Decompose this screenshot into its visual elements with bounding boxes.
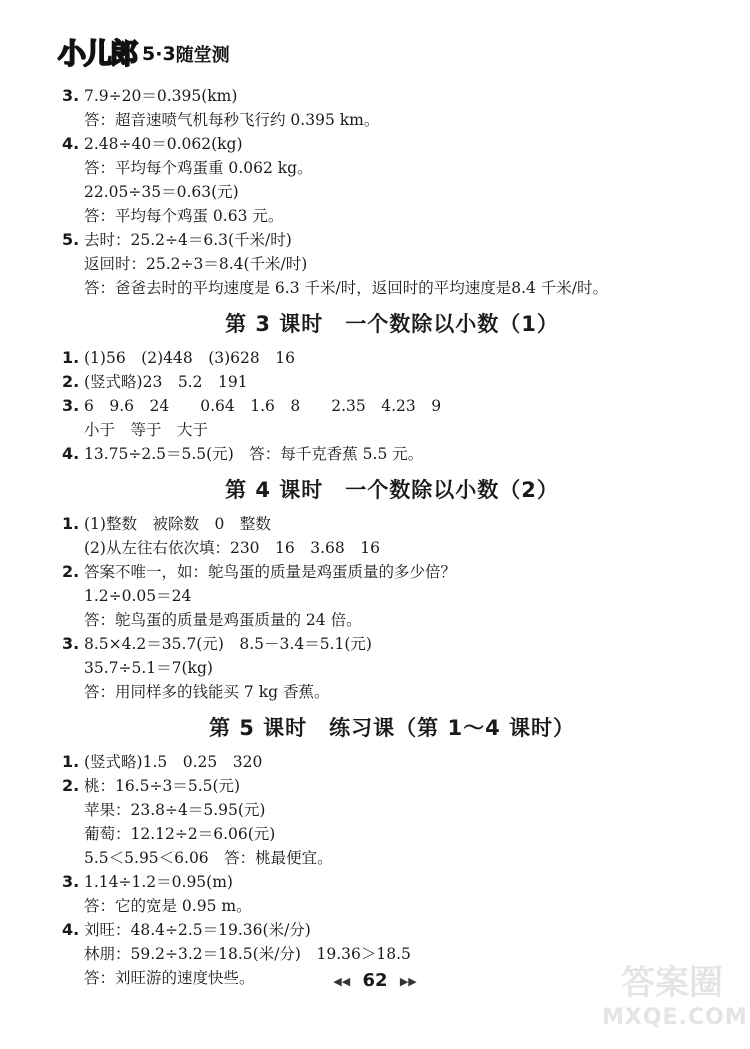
question-number: 3. — [62, 86, 80, 105]
answer-line — [62, 418, 722, 442]
answer-line — [62, 84, 722, 108]
page-header — [58, 30, 230, 78]
answer-text: (2)从左往右依次填：230 16 3.68 16 — [84, 539, 380, 557]
answer-line — [62, 774, 722, 798]
watermark-logo — [602, 961, 748, 1041]
answer-text: 13.75÷2.5＝5.5(元) 答：每千克香蕉 5.5 元。 — [84, 445, 424, 463]
next-arrows-icon: ▶▶ — [399, 974, 417, 988]
answer-text: (1)整数 被除数 0 整数 — [84, 515, 271, 533]
question-number: 5. — [62, 230, 80, 249]
question-number: 2. — [62, 562, 80, 581]
answer-line — [62, 846, 722, 870]
answer-line — [62, 394, 722, 418]
answer-text: (1)56 (2)448 (3)628 16 — [84, 349, 295, 367]
answer-text: 答：刘旺游的速度快些。 — [84, 969, 255, 987]
answer-line — [62, 204, 722, 228]
answer-text: 答：它的宽是 0.95 m。 — [84, 897, 252, 915]
question-number: 3. — [62, 872, 80, 891]
answer-line — [62, 870, 722, 894]
answer-line — [62, 132, 722, 156]
question-number: 1. — [62, 752, 80, 771]
answer-line — [62, 680, 722, 704]
answer-line — [62, 228, 722, 252]
answer-text: (竖式略)23 5.2 191 — [84, 373, 248, 391]
answer-text: 22.05÷35＝0.63(元) — [84, 183, 239, 201]
watermark-line1: 答案圈 — [621, 963, 723, 1003]
section-title: 第 5 课时 练习课（第 1～4 课时） — [208, 716, 576, 740]
answer-text: (竖式略)1.5 0.25 320 — [84, 753, 263, 771]
answer-line — [62, 442, 722, 466]
question-number: 1. — [62, 514, 80, 533]
answer-content — [62, 84, 722, 990]
watermark-line2: MXQE.COM — [602, 1005, 748, 1030]
question-number: 3. — [62, 634, 80, 653]
page-number: 62 — [362, 970, 388, 991]
answer-text: 1.2÷0.05＝24 — [84, 587, 192, 605]
answer-line — [62, 180, 722, 204]
answer-line — [62, 370, 722, 394]
answer-text: 林朋：59.2÷3.2＝18.5(米/分) 19.36＞18.5 — [84, 945, 411, 963]
section-title: 第 4 课时 一个数除以小数（2） — [225, 478, 559, 502]
answer-text: 答：超音速喷气机每秒飞行约 0.395 km。 — [84, 111, 380, 129]
answer-text: 葡萄：12.12÷2＝6.06(元) — [84, 825, 276, 843]
answer-text: 小于 等于 大于 — [84, 421, 209, 439]
answer-line — [62, 560, 722, 584]
answer-text: 答：用同样多的钱能买 7 kg 香蕉。 — [84, 683, 330, 701]
answer-line — [62, 108, 722, 132]
series-subtitle: 随堂测 — [175, 45, 230, 66]
question-number: 4. — [62, 134, 80, 153]
answer-text: 苹果：23.8÷4＝5.95(元) — [84, 801, 266, 819]
answer-line — [62, 656, 722, 680]
question-number: 4. — [62, 444, 80, 463]
answer-line — [62, 918, 722, 942]
answer-text: 答：平均每个鸡蛋重 0.062 kg。 — [84, 159, 313, 177]
answer-text: 7.9÷20＝0.395(km) — [84, 87, 238, 105]
answer-text: 35.7÷5.1＝7(kg) — [84, 659, 213, 677]
answer-line — [62, 798, 722, 822]
series-number: 5·3 — [142, 43, 176, 65]
answer-text: 刘旺：48.4÷2.5＝19.36(米/分) — [84, 921, 311, 939]
answer-line — [62, 536, 722, 560]
answer-text: 6 9.6 24 0.64 1.6 8 2.35 4.23 9 — [84, 397, 442, 415]
answer-line — [62, 276, 722, 300]
question-number: 2. — [62, 776, 80, 795]
prev-arrows-icon: ◀◀ — [333, 974, 351, 988]
answer-text: 5.5＜5.95＜6.06 答：桃最便宜。 — [84, 849, 333, 867]
brand-logo: 小儿郎 — [58, 37, 137, 70]
answer-text: 8.5×4.2＝35.7(元) 8.5－3.4＝5.1(元) — [84, 635, 372, 653]
section-title: 第 3 课时 一个数除以小数（1） — [225, 312, 559, 336]
answer-text: 1.14÷1.2＝0.95(m) — [84, 873, 233, 891]
answer-line — [62, 346, 722, 370]
answer-line — [62, 894, 722, 918]
answer-text: 答：平均每个鸡蛋 0.63 元。 — [84, 207, 284, 225]
answer-line — [62, 584, 722, 608]
question-number: 3. — [62, 396, 80, 415]
question-number: 4. — [62, 920, 80, 939]
answer-text: 答：爸爸去时的平均速度是 6.3 千米/时，返回时的平均速度是8.4 千米/时。 — [84, 279, 609, 297]
answer-line — [62, 632, 722, 656]
answer-line — [62, 252, 722, 276]
answer-line — [62, 822, 722, 846]
answer-text: 答案不唯一，如：鸵鸟蛋的质量是鸡蛋质量的多少倍？ — [84, 563, 457, 581]
answer-line — [62, 512, 722, 536]
answer-line — [62, 156, 722, 180]
answer-text: 答：鸵鸟蛋的质量是鸡蛋质量的 24 倍。 — [84, 611, 362, 629]
question-number: 1. — [62, 348, 80, 367]
answer-line — [62, 608, 722, 632]
answer-text: 桃：16.5÷3＝5.5(元) — [84, 777, 241, 795]
answer-line — [62, 750, 722, 774]
answer-text: 返回时：25.2÷3＝8.4(千米/时) — [84, 255, 308, 273]
answer-text: 去时：25.2÷4＝6.3(千米/时) — [84, 231, 292, 249]
question-number: 2. — [62, 372, 80, 391]
answer-text: 2.48÷40＝0.062(kg) — [84, 135, 243, 153]
